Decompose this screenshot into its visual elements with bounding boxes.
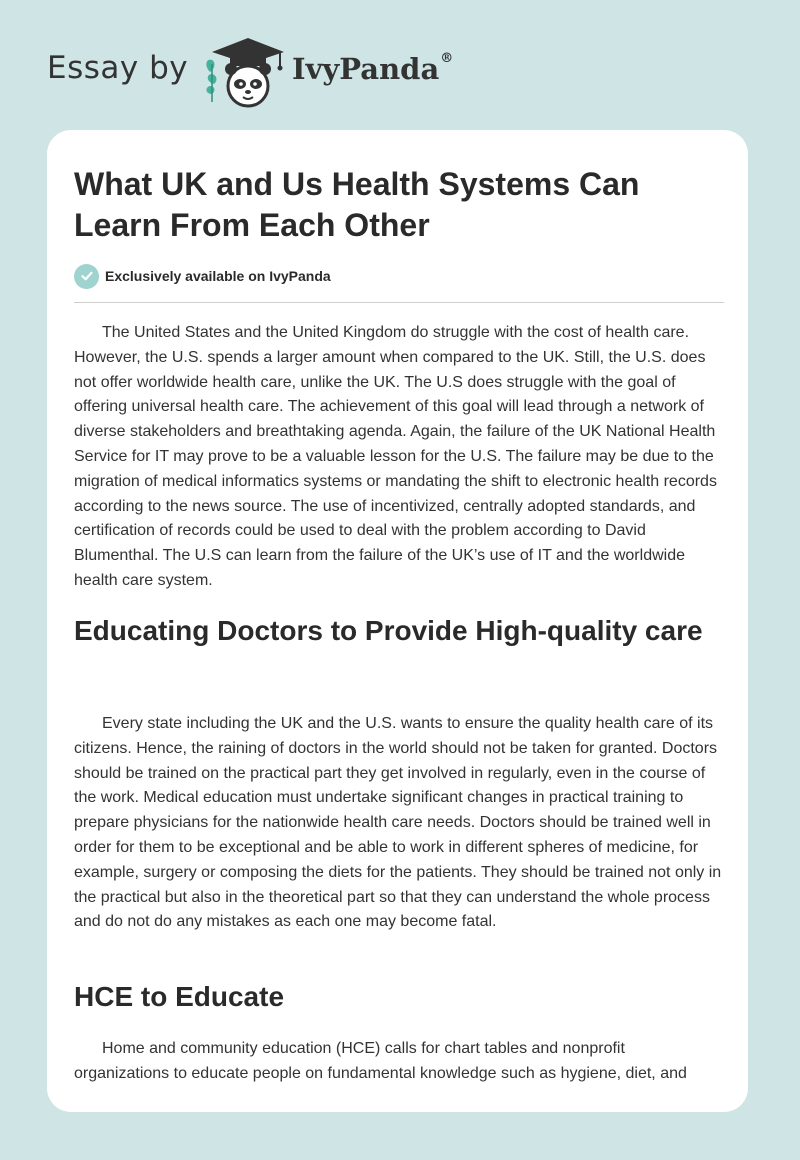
registered-mark: ® [440,51,454,67]
article-title: What UK and Us Health Systems Can Learn From Each Other [74,166,640,243]
site-header [0,0,800,120]
panda-logo-icon [200,36,286,108]
paragraph-hce: Home and community education (HCE) calls for chart tables and nonprofit organizations to educate people on fundamental knowledge such as hygiene, diet, and [74,1040,687,1082]
paragraph-intro: The United States and the United Kingdom do struggle with the cost of health care. However, the U.S. spends a larger amount when compared to the UK. Still, the U.S. does not offer worldwide health care, unlike the UK. The U.S does struggle with the goal of offering universal health care. The achievement of this goal will lead through a network of diverse stakeholders and breathtaking agenda. Again, the failure of the UK National Health Service for IT may prove to be a valuable lesson for the U.S. The failure may be due to the migration of medical informatics systems or mandating the shift to electronic health records according to the news source. The use of incentivized, centrally adopted standards, and certification of records could be used to deal with the problem according to David Blumenthal. The U.S can learn from the failure of the UK’s use of IT and the worldwide health care system. [74,324,717,589]
badge-text: Exclusively available on IvyPanda [105,268,331,284]
section-heading-educating-doctors: Educating Doctors to Provide High-quality care [74,615,703,646]
title-divider [74,302,724,303]
exclusive-badge [74,263,331,289]
brand-name[interactable] [292,52,453,86]
paragraph-educating-doctors: Every state including the UK and the U.S. wants to ensure the quality health care of its citizens. Hence, the raining of doctors in the world should not be taken for granted. Doctors should be trained on the practical part they get involved in regularly, even in the course of the work. Medical education must undertake significant changes in practical training to prepare physicians for the nationwide health care needs. Doctors should be trained well in order for them to be exceptional and be able to work in different spheres of medicine, for example, surgery or composing the diets for the patients. They should be trained not only in the practical but also in the theoretical part so that they can understand the whole process and do not do any mistakes as each one may become fatal. [74,715,722,931]
brand-name-text: IvyPanda [292,52,440,86]
section-heading-hce: HCE to Educate [74,981,285,1012]
article-card [47,130,748,1112]
check-icon [74,264,99,289]
brand-prefix: Essay by [47,50,189,86]
